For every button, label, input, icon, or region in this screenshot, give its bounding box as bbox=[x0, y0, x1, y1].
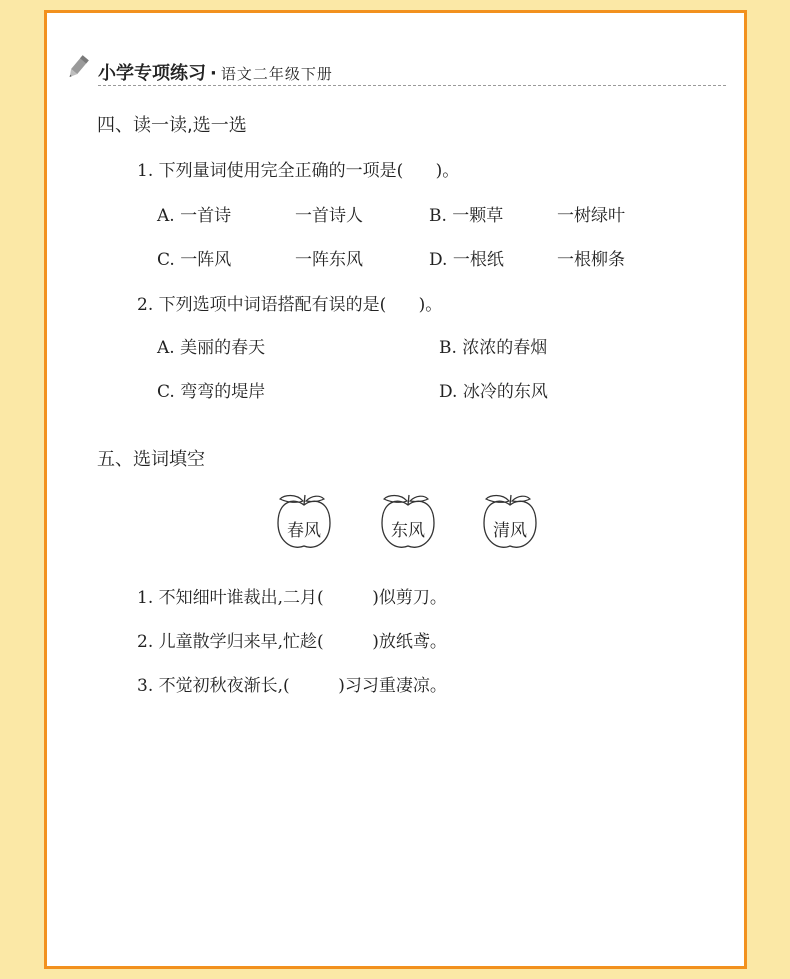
word-label-2: 东风 bbox=[391, 521, 425, 541]
word-bank bbox=[272, 491, 542, 565]
question-2: 2. 下列选项中词语搭配有误的是( )。 bbox=[137, 295, 443, 315]
header-divider bbox=[98, 85, 726, 86]
word-label-1: 春风 bbox=[287, 521, 321, 541]
header-title: 小学专项练习 bbox=[98, 63, 206, 84]
word-apple-2 bbox=[376, 491, 440, 555]
q1-option-b-2: 一树绿叶 bbox=[557, 206, 625, 226]
word-label-3: 清风 bbox=[493, 521, 527, 541]
section-5-title: 五、选词填空 bbox=[97, 449, 205, 470]
header-dot: · bbox=[210, 63, 217, 84]
q2-option-b: B. 浓浓的春烟 bbox=[439, 338, 548, 358]
fill-item-2: 2. 儿童散学归来早,忙趁( )放纸鸢。 bbox=[137, 632, 447, 652]
q2-option-c: C. 弯弯的堤岸 bbox=[157, 382, 266, 402]
fill-item-3: 3. 不觉初秋夜渐长,( )习习重凄凉。 bbox=[137, 676, 447, 696]
page-header bbox=[64, 53, 724, 87]
q1-option-c: C. 一阵风 bbox=[157, 250, 232, 270]
q2-option-a: A. 美丽的春天 bbox=[157, 338, 266, 358]
q2-option-d: D. 冰冷的东风 bbox=[439, 382, 548, 402]
section-4-title: 四、读一读,选一选 bbox=[97, 115, 247, 136]
word-apple-1 bbox=[272, 491, 336, 555]
word-apple-3 bbox=[478, 491, 542, 555]
question-1: 1. 下列量词使用完全正确的一项是( )。 bbox=[137, 161, 460, 181]
worksheet-page bbox=[44, 10, 747, 969]
pencil-icon bbox=[64, 53, 92, 85]
q1-option-d-2: 一根柳条 bbox=[557, 250, 625, 270]
q1-option-a: A. 一首诗 bbox=[157, 206, 232, 226]
header-subtitle: 语文二年级下册 bbox=[220, 65, 333, 83]
fill-item-1: 1. 不知细叶谁裁出,二月( )似剪刀。 bbox=[137, 588, 447, 608]
q1-option-b: B. 一颗草 bbox=[429, 206, 504, 226]
q1-option-a-2: 一首诗人 bbox=[295, 206, 363, 226]
q1-option-d: D. 一根纸 bbox=[429, 250, 504, 270]
q1-option-c-2: 一阵东风 bbox=[295, 250, 363, 270]
